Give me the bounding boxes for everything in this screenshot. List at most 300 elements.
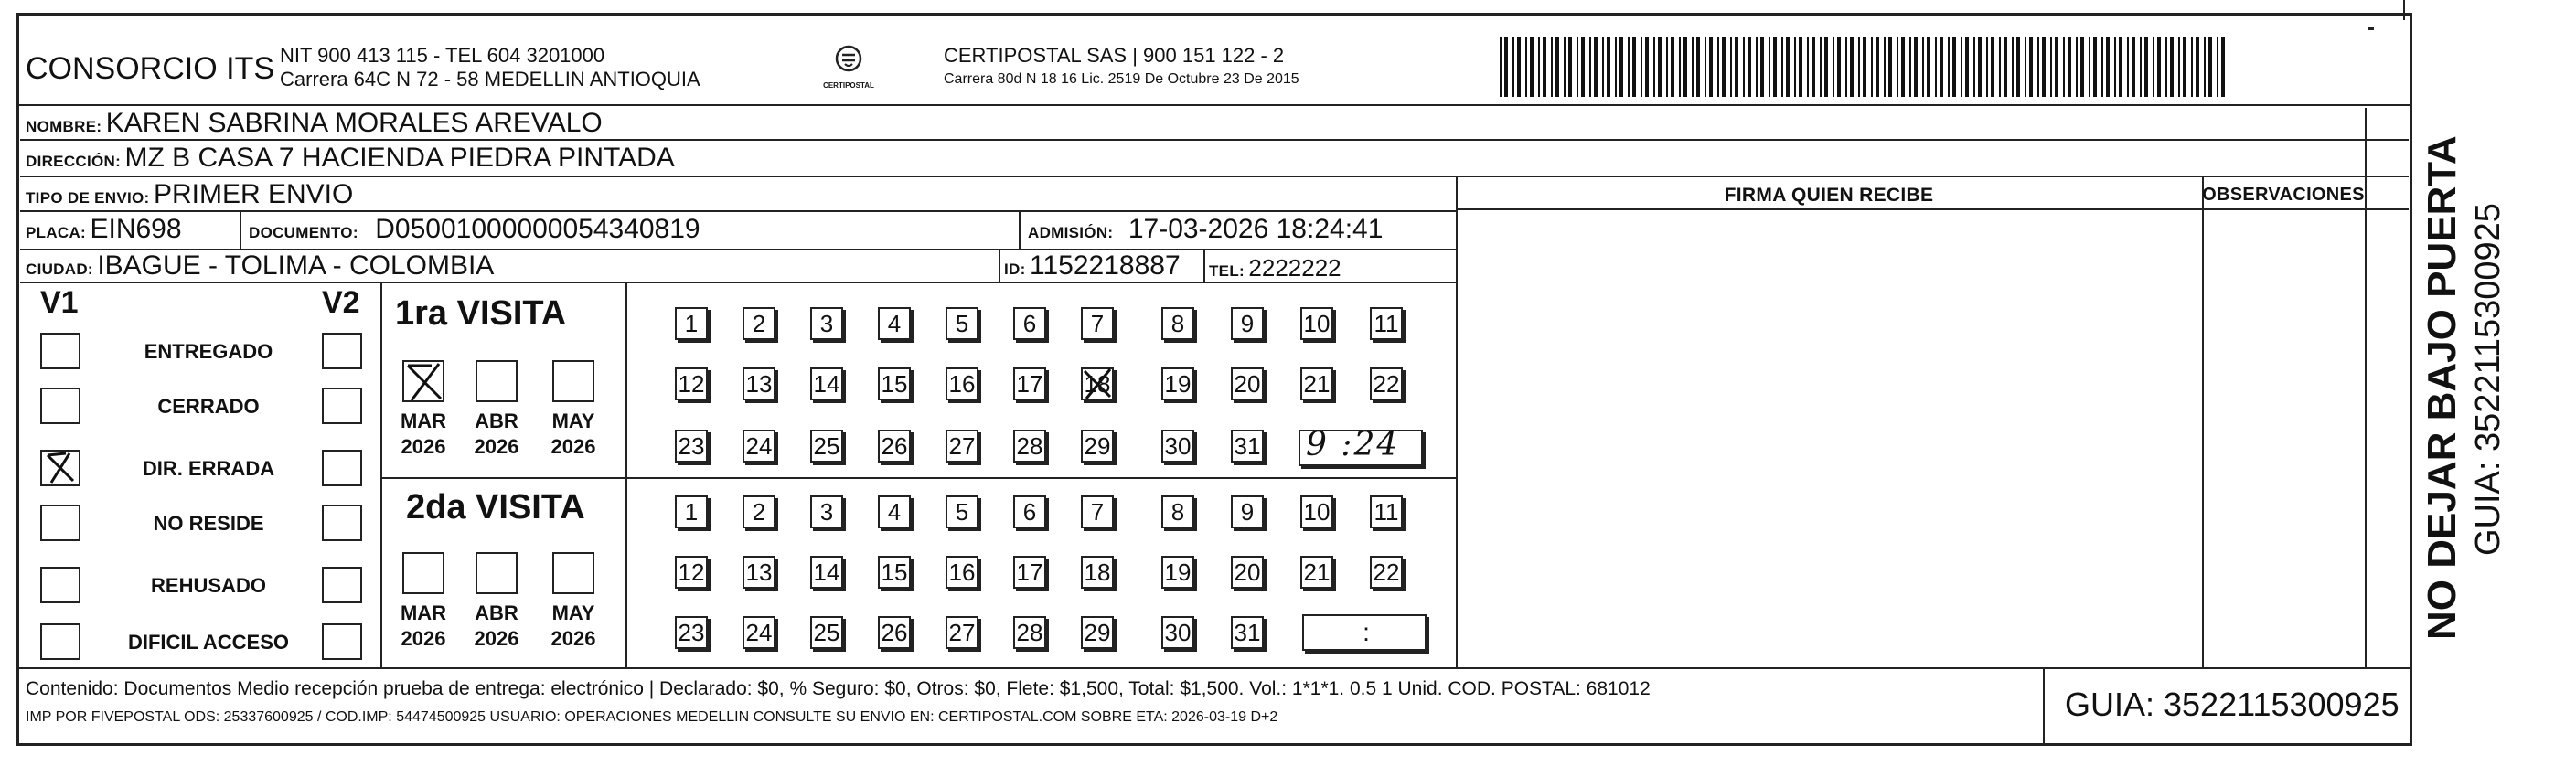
day-box[interactable] bbox=[1231, 616, 1264, 649]
address-line: Carrera 64C N 72 - 58 MEDELLIN ANTIOQUIA bbox=[280, 68, 700, 90]
barcode-bar bbox=[1551, 37, 1553, 97]
day-box[interactable] bbox=[1161, 616, 1194, 649]
barcode-bar bbox=[1658, 37, 1662, 97]
day-box[interactable] bbox=[946, 430, 978, 463]
day-box[interactable] bbox=[1370, 556, 1403, 589]
barcode-bar bbox=[2042, 37, 2046, 97]
day-box[interactable] bbox=[878, 307, 911, 340]
day-number: 5 bbox=[955, 310, 969, 337]
x-mark-icon bbox=[404, 362, 444, 402]
barcode-bar bbox=[1666, 37, 1668, 97]
day-box[interactable] bbox=[675, 495, 708, 528]
barcode-bar bbox=[1730, 37, 1732, 97]
day-number: 24 bbox=[745, 432, 773, 460]
v2-checkbox-3[interactable] bbox=[322, 505, 362, 541]
direccion-value: MZ B CASA 7 HACIENDA PIEDRA PINTADA bbox=[124, 143, 675, 173]
barcode-bar bbox=[1850, 37, 1854, 97]
footer-guia: GUIA: 3522115300925 bbox=[2065, 686, 2400, 723]
barcode-bar bbox=[2178, 37, 2180, 97]
day-number: 13 bbox=[745, 559, 773, 586]
option-label: ENTREGADO bbox=[144, 340, 273, 363]
day-number: 10 bbox=[1303, 310, 1331, 337]
day-box[interactable] bbox=[1231, 367, 1264, 400]
barcode-bar bbox=[2221, 37, 2225, 97]
day-box[interactable] bbox=[1300, 556, 1333, 589]
day-number: 31 bbox=[1234, 432, 1261, 460]
tel-label: TEL: bbox=[1209, 262, 1245, 280]
day-number: 2 bbox=[752, 498, 766, 526]
day-box[interactable] bbox=[1231, 307, 1264, 340]
firma-left-border bbox=[1456, 176, 1458, 667]
barcode-bar bbox=[1615, 37, 1617, 97]
day-number: 1 bbox=[684, 310, 699, 337]
obs-left-border bbox=[2202, 176, 2204, 667]
day-box[interactable] bbox=[743, 556, 775, 589]
day-box[interactable] bbox=[810, 556, 843, 589]
barcode-bar bbox=[2196, 37, 2199, 97]
day-box[interactable] bbox=[743, 367, 775, 400]
day-box[interactable] bbox=[1300, 307, 1333, 340]
barcode-bar bbox=[2140, 37, 2142, 97]
day-box[interactable] bbox=[1081, 616, 1114, 649]
day-box[interactable] bbox=[1013, 495, 1046, 528]
top-right-tick bbox=[2403, 0, 2405, 20]
nit-line: NIT 900 413 115 - TEL 604 3201000 bbox=[280, 44, 605, 67]
barcode-bar bbox=[2119, 37, 2122, 97]
barcode-bar bbox=[1679, 37, 1681, 97]
second-visit-title: 2da VISITA bbox=[406, 488, 585, 527]
day-box[interactable] bbox=[1370, 495, 1403, 528]
barcode-bar bbox=[2165, 37, 2167, 97]
day-number: 6 bbox=[1022, 498, 1037, 526]
v1-checkbox-5[interactable] bbox=[40, 623, 80, 660]
year-label: 2026 bbox=[401, 435, 446, 458]
month-label: MAR bbox=[400, 410, 447, 432]
barcode-bar bbox=[1607, 37, 1610, 97]
day-box[interactable] bbox=[878, 616, 911, 649]
barcode-bar bbox=[1807, 37, 1809, 97]
barcode-bar bbox=[2068, 37, 2071, 97]
barcode-bar bbox=[2076, 37, 2078, 97]
nombre-row bbox=[26, 108, 603, 139]
day-number: 29 bbox=[1084, 432, 1111, 460]
no-dejar-bajo-puerta: NO DEJAR BAJO PUERTA bbox=[2420, 135, 2464, 640]
barcode-bar bbox=[2029, 37, 2033, 97]
direccion-row bbox=[26, 143, 675, 174]
barcode-bar bbox=[2183, 37, 2186, 97]
day-box[interactable] bbox=[1013, 616, 1046, 649]
direccion-label: DIRECCIÓN: bbox=[26, 153, 122, 170]
v1-checkbox-1[interactable] bbox=[40, 388, 80, 424]
day-box[interactable] bbox=[1161, 307, 1194, 340]
day-number: 4 bbox=[887, 498, 902, 526]
barcode-bar bbox=[1961, 37, 1962, 97]
second-visit-time-box[interactable] bbox=[1302, 614, 1427, 651]
day-number: 12 bbox=[678, 559, 705, 586]
barcode-bar bbox=[1748, 37, 1751, 97]
barcode-bar bbox=[1538, 37, 1540, 97]
year-label: 2026 bbox=[550, 435, 596, 458]
v2-checkbox-5[interactable] bbox=[322, 623, 362, 660]
day-number: 25 bbox=[813, 619, 840, 646]
day-box[interactable] bbox=[1013, 556, 1046, 589]
day-box[interactable] bbox=[1081, 495, 1114, 528]
v1-checkbox-2[interactable] bbox=[40, 450, 80, 486]
day-number: 12 bbox=[678, 370, 705, 398]
barcode-bar bbox=[2191, 37, 2193, 97]
day-number: 9 bbox=[1240, 498, 1255, 526]
day-number: 25 bbox=[813, 432, 840, 460]
day-box[interactable] bbox=[675, 616, 708, 649]
barcode-bar bbox=[1884, 37, 1886, 97]
barcode-bar bbox=[2132, 37, 2135, 97]
footer-contents: Contenido: Documentos Medio recepción prueba de entrega: electrónico | Declarado: $0, % Seguro: $0, Otros: $0, Flete: $1,500, Total: $1,500. Vol.: 1*1*1. 0.5 1 Unid. COD. POSTAL: 681012 bbox=[26, 678, 1651, 699]
barcode-bar bbox=[1952, 37, 1956, 97]
placa-value: EIN698 bbox=[90, 214, 182, 244]
barcode-bar bbox=[1863, 37, 1866, 97]
day-number: 17 bbox=[1016, 370, 1043, 398]
day-box[interactable] bbox=[810, 616, 843, 649]
observaciones-label: OBSERVACIONES bbox=[2202, 185, 2365, 205]
option-label: DIFICIL ACCESO bbox=[127, 631, 289, 654]
tel-divider bbox=[1203, 249, 1205, 282]
barcode-bar bbox=[1504, 37, 1508, 97]
certipostal-line-1: CERTIPOSTAL SAS | 900 151 122 - 2 bbox=[944, 44, 1285, 67]
barcode-bar bbox=[2080, 37, 2084, 97]
day-number: 11 bbox=[1374, 498, 1399, 526]
barcode-bar bbox=[1769, 37, 1770, 97]
barcode-bar bbox=[1799, 37, 1802, 97]
certipostal-logo bbox=[821, 42, 876, 97]
v2-checkbox-1[interactable] bbox=[322, 388, 362, 424]
day-box[interactable] bbox=[1081, 556, 1114, 589]
barcode-bar bbox=[1589, 37, 1591, 97]
day-number: 3 bbox=[819, 498, 834, 526]
day-number: 1 bbox=[684, 498, 699, 526]
barcode-bar bbox=[1871, 37, 1873, 97]
options-divider bbox=[380, 282, 382, 667]
barcode-bar bbox=[2012, 37, 2014, 97]
month-checkbox-may[interactable] bbox=[552, 360, 594, 402]
barcode-bar bbox=[1683, 37, 1687, 97]
day-box[interactable] bbox=[1370, 367, 1403, 400]
barcode-bar bbox=[2157, 37, 2161, 97]
day-number: 11 bbox=[1374, 310, 1399, 337]
barcode-bar bbox=[1773, 37, 1777, 97]
day-number: 14 bbox=[813, 370, 840, 398]
v1-checkbox-0[interactable] bbox=[40, 333, 80, 369]
day-number: 6 bbox=[1022, 310, 1037, 337]
barcode-bar bbox=[1671, 37, 1674, 97]
barcode-bar bbox=[1965, 37, 1969, 97]
month-checkbox-abr[interactable] bbox=[476, 360, 518, 402]
nombre-value: KAREN SABRINA MORALES AREVALO bbox=[105, 108, 603, 138]
barcode-bar bbox=[1909, 37, 1911, 97]
footer-guia-divider bbox=[2043, 669, 2045, 746]
admision-label: ADMISIÓN: bbox=[1028, 224, 1114, 241]
ciudad-row bbox=[26, 250, 494, 282]
day-number: 28 bbox=[1016, 619, 1043, 646]
option-label: CERRADO bbox=[157, 395, 260, 418]
day-box[interactable] bbox=[1370, 307, 1403, 340]
certipostal-line-2: Carrera 80d N 18 16 Lic. 2519 De Octubre 23 De 2015 bbox=[944, 71, 1299, 87]
barcode-bar bbox=[2153, 37, 2154, 97]
day-number: 19 bbox=[1164, 559, 1192, 586]
day-number: 4 bbox=[887, 310, 902, 337]
v2-header: V2 bbox=[322, 285, 360, 320]
barcode-bar bbox=[2089, 37, 2090, 97]
month-checkbox-may[interactable] bbox=[552, 552, 594, 594]
barcode-bar bbox=[1794, 37, 1796, 97]
day-box[interactable] bbox=[675, 430, 708, 463]
year-label: 2026 bbox=[401, 627, 446, 650]
barcode-bar bbox=[1581, 37, 1585, 97]
v2-checkbox-2[interactable] bbox=[322, 450, 362, 486]
day-number: 27 bbox=[948, 619, 976, 646]
barcode-bar bbox=[1986, 37, 1988, 97]
day-number: 21 bbox=[1303, 370, 1331, 398]
day-number: 15 bbox=[881, 370, 908, 398]
day-box[interactable] bbox=[675, 556, 708, 589]
barcode-bar bbox=[1619, 37, 1623, 97]
month-label: MAY bbox=[551, 601, 595, 624]
barcode-bar bbox=[1991, 37, 1994, 97]
month-checkbox-mar[interactable] bbox=[402, 360, 444, 402]
barcode-bar bbox=[2055, 37, 2058, 97]
barcode-bar bbox=[1735, 37, 1738, 97]
barcode-bar bbox=[1914, 37, 1918, 97]
day-number: 7 bbox=[1090, 310, 1105, 337]
tel-value: 2222222 bbox=[1248, 254, 1341, 282]
barcode-bar bbox=[2037, 37, 2039, 97]
barcode-bar bbox=[1876, 37, 1879, 97]
barcode-bar bbox=[1602, 37, 1604, 97]
day-box[interactable] bbox=[743, 495, 775, 528]
barcode-bar bbox=[1833, 37, 1834, 97]
barcode-bar bbox=[2106, 37, 2110, 97]
first-visit-time-box[interactable] bbox=[1299, 426, 1423, 466]
barcode-bar bbox=[1525, 37, 1527, 97]
barcode-bar bbox=[1824, 37, 1828, 97]
barcode-bar bbox=[1858, 37, 1860, 97]
id-value: 1152218887 bbox=[1030, 250, 1181, 281]
day-box[interactable] bbox=[946, 307, 978, 340]
barcode-bar bbox=[1781, 37, 1783, 97]
day-box[interactable] bbox=[1081, 430, 1114, 463]
barcode-bar bbox=[1901, 37, 1905, 97]
day-box[interactable] bbox=[1161, 430, 1194, 463]
day-number: 19 bbox=[1164, 370, 1192, 398]
barcode-bar bbox=[1888, 37, 1892, 97]
barcode-bar bbox=[1743, 37, 1745, 97]
month-label: MAR bbox=[400, 601, 447, 624]
barcode-bar bbox=[1696, 37, 1700, 97]
tipo-envio-row bbox=[26, 179, 353, 210]
day-number: 17 bbox=[1016, 559, 1043, 586]
barcode-bar bbox=[1948, 37, 1950, 97]
obs-right-border bbox=[2365, 108, 2367, 667]
day-box[interactable] bbox=[743, 430, 775, 463]
day-box[interactable] bbox=[946, 556, 978, 589]
day-number: 8 bbox=[1170, 498, 1185, 526]
barcode-bar bbox=[1760, 37, 1764, 97]
barcode-bar bbox=[1927, 37, 1930, 97]
day-box[interactable] bbox=[878, 367, 911, 400]
day-box[interactable] bbox=[1300, 367, 1333, 400]
barcode-bar bbox=[1897, 37, 1898, 97]
barcode-bar bbox=[1705, 37, 1706, 97]
barcode-bar bbox=[1978, 37, 1982, 97]
day-box[interactable] bbox=[946, 367, 978, 400]
barcode-bar bbox=[2217, 37, 2218, 97]
months-divider bbox=[625, 282, 627, 667]
day-box[interactable] bbox=[1300, 495, 1333, 528]
barcode bbox=[1500, 37, 2231, 97]
day-box[interactable] bbox=[1081, 367, 1114, 400]
day-number: 22 bbox=[1373, 370, 1400, 398]
firma-label: FIRMA QUIEN RECIBE bbox=[1724, 185, 1934, 206]
v2-checkbox-4[interactable] bbox=[322, 567, 362, 603]
barcode-bar bbox=[1812, 37, 1815, 97]
day-box[interactable] bbox=[675, 307, 708, 340]
day-number: 16 bbox=[948, 370, 976, 398]
day-number: 23 bbox=[678, 432, 705, 460]
barcode-bar bbox=[1837, 37, 1841, 97]
first-visit-title: 1ra VISITA bbox=[395, 294, 567, 333]
day-box[interactable] bbox=[946, 495, 978, 528]
barcode-bar bbox=[1628, 37, 1630, 97]
admision-divider bbox=[1019, 210, 1021, 249]
x-mark-icon bbox=[1081, 367, 1114, 400]
day-box[interactable] bbox=[1161, 556, 1194, 589]
visit-divider bbox=[380, 477, 1456, 479]
barcode-bar bbox=[2016, 37, 2020, 97]
placa-row bbox=[26, 214, 182, 245]
barcode-bar bbox=[2204, 37, 2206, 97]
day-box[interactable] bbox=[810, 367, 843, 400]
month-checkbox-abr[interactable] bbox=[476, 552, 518, 594]
first-visit-time: 9 :24 bbox=[1306, 426, 1400, 463]
day-number: 26 bbox=[881, 432, 908, 460]
barcode-bar bbox=[1500, 37, 1502, 97]
day-number: 15 bbox=[881, 559, 908, 586]
day-box[interactable] bbox=[743, 307, 775, 340]
year-label: 2026 bbox=[474, 435, 519, 458]
id-label: ID: bbox=[1004, 261, 1026, 278]
day-box[interactable] bbox=[1013, 307, 1046, 340]
barcode-bar bbox=[2208, 37, 2212, 97]
barcode-bar bbox=[1709, 37, 1713, 97]
ciudad-label: CIUDAD: bbox=[26, 261, 93, 278]
day-box[interactable] bbox=[946, 616, 978, 649]
day-box[interactable] bbox=[743, 616, 775, 649]
barcode-bar bbox=[1594, 37, 1598, 97]
day-number: 16 bbox=[948, 559, 976, 586]
barcode-bar bbox=[2050, 37, 2052, 97]
option-label: NO RESIDE bbox=[153, 512, 264, 535]
day-box[interactable] bbox=[1231, 430, 1264, 463]
day-number: 27 bbox=[948, 432, 976, 460]
barcode-bar bbox=[1717, 37, 1719, 97]
day-box[interactable] bbox=[1013, 367, 1046, 400]
barcode-bar bbox=[1722, 37, 1726, 97]
barcode-bar bbox=[1568, 37, 1572, 97]
barcode-bar bbox=[2063, 37, 2065, 97]
corner-mark bbox=[2368, 27, 2374, 30]
day-number: 3 bbox=[819, 310, 834, 337]
barcode-bar bbox=[1999, 37, 2001, 97]
day-box[interactable] bbox=[878, 495, 911, 528]
day-box[interactable] bbox=[1231, 495, 1264, 528]
day-number: 30 bbox=[1164, 619, 1192, 646]
v1-checkbox-4[interactable] bbox=[40, 567, 80, 603]
barcode-bar bbox=[2025, 37, 2026, 97]
day-number: 21 bbox=[1303, 559, 1331, 586]
placa-label: PLACA: bbox=[26, 224, 87, 241]
month-checkbox-mar[interactable] bbox=[402, 552, 444, 594]
day-box[interactable] bbox=[1013, 430, 1046, 463]
row-divider-obs bbox=[1456, 208, 2409, 210]
v1-header: V1 bbox=[40, 285, 79, 320]
day-box[interactable] bbox=[810, 307, 843, 340]
tel-row bbox=[1209, 254, 1341, 282]
v1-checkbox-3[interactable] bbox=[40, 505, 80, 541]
x-mark-icon bbox=[42, 452, 79, 484]
barcode-bar bbox=[1935, 37, 1937, 97]
logo-text: CERTIPOSTAL bbox=[823, 81, 874, 90]
day-box[interactable] bbox=[1231, 556, 1264, 589]
day-box[interactable] bbox=[810, 495, 843, 528]
barcode-bar bbox=[1641, 37, 1642, 97]
tipo-envio-value: PRIMER ENVIO bbox=[153, 179, 354, 209]
v2-checkbox-0[interactable] bbox=[322, 333, 362, 369]
day-number: 23 bbox=[678, 619, 705, 646]
day-number: 26 bbox=[881, 619, 908, 646]
barcode-bar bbox=[1645, 37, 1649, 97]
day-number: 14 bbox=[813, 559, 840, 586]
barcode-bar bbox=[1820, 37, 1822, 97]
day-box[interactable] bbox=[878, 556, 911, 589]
placa-divider bbox=[240, 210, 241, 249]
month-label: MAY bbox=[551, 410, 595, 432]
year-label: 2026 bbox=[474, 627, 519, 650]
day-box[interactable] bbox=[1161, 367, 1194, 400]
row-divider-3 bbox=[20, 210, 1456, 212]
day-number: 8 bbox=[1170, 310, 1185, 337]
admision-row bbox=[1028, 214, 1383, 245]
day-box[interactable] bbox=[878, 430, 911, 463]
day-number: 20 bbox=[1234, 370, 1261, 398]
barcode-bar bbox=[2093, 37, 2097, 97]
barcode-bar bbox=[1973, 37, 1975, 97]
barcode-bar bbox=[1564, 37, 1566, 97]
day-box[interactable] bbox=[810, 430, 843, 463]
header-divider bbox=[16, 104, 2412, 106]
option-label: REHUSADO bbox=[151, 574, 266, 597]
barcode-bar bbox=[2004, 37, 2007, 97]
id-row bbox=[1004, 250, 1181, 282]
nombre-label: NOMBRE: bbox=[26, 118, 102, 135]
barcode-bar bbox=[1756, 37, 1758, 97]
day-box[interactable] bbox=[675, 367, 708, 400]
barcode-bar bbox=[1940, 37, 1943, 97]
day-box[interactable] bbox=[1081, 307, 1114, 340]
day-box[interactable] bbox=[1161, 495, 1194, 528]
day-number: 9 bbox=[1240, 310, 1255, 337]
day-number: 22 bbox=[1373, 559, 1400, 586]
second-visit-time: : bbox=[1363, 618, 1370, 646]
barcode-bar bbox=[1632, 37, 1636, 97]
